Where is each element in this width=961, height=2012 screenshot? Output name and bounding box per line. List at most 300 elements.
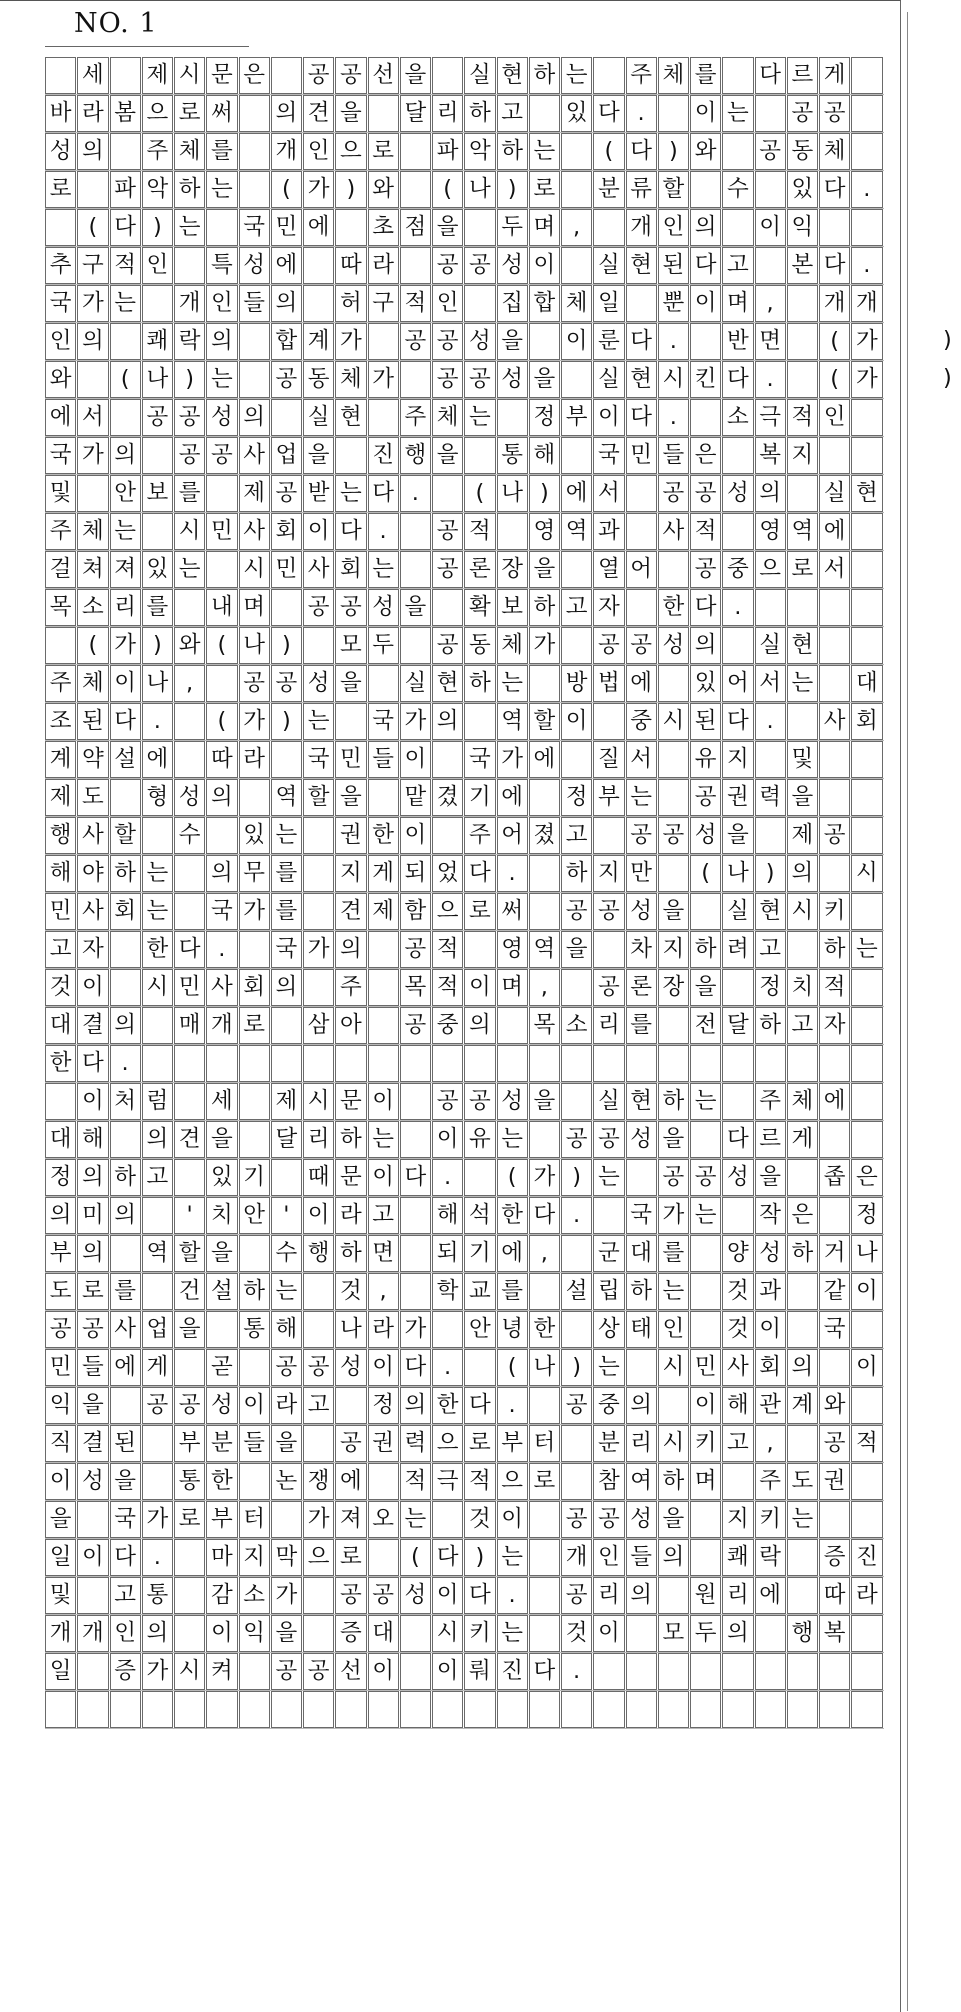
grid-cell: 현 — [851, 475, 882, 512]
grid-cell — [851, 57, 882, 94]
grid-row — [45, 969, 884, 1007]
grid-cell — [239, 1121, 270, 1158]
grid-cell: 한 — [529, 1311, 560, 1348]
grid-cell: 적 — [787, 399, 818, 436]
grid-cell: 익 — [787, 209, 818, 246]
grid-cell — [626, 1045, 657, 1082]
grid-cell — [561, 1045, 592, 1082]
grid-cell: . — [432, 1349, 463, 1386]
grid-cell: 민 — [45, 893, 76, 930]
grid-cell — [432, 741, 463, 778]
grid-cell: 지 — [335, 855, 366, 892]
grid-cell: 나 — [497, 475, 528, 512]
grid-cell: 대 — [45, 1007, 76, 1044]
grid-cell: 목 — [529, 1007, 560, 1044]
grid-cell — [755, 1045, 786, 1082]
grid-cell: 유 — [464, 1121, 495, 1158]
grid-cell — [77, 1691, 108, 1728]
grid-cell: 이 — [755, 1311, 786, 1348]
grid-cell — [303, 285, 334, 322]
grid-cell — [303, 817, 334, 854]
grid-cell: 할 — [529, 703, 560, 740]
grid-cell: 라 — [368, 247, 399, 284]
grid-cell: 리 — [626, 1425, 657, 1462]
grid-cell: 가 — [303, 1501, 334, 1538]
grid-cell: 인 — [110, 1615, 141, 1652]
grid-cell — [722, 133, 753, 170]
grid-cell: 는 — [400, 1501, 431, 1538]
grid-cell: 시 — [658, 1425, 689, 1462]
grid-cell — [851, 1615, 882, 1652]
grid-cell: 적 — [464, 513, 495, 550]
grid-cell: 따 — [206, 741, 237, 778]
grid-cell: 국 — [303, 741, 334, 778]
grid-cell: ( — [690, 855, 721, 892]
grid-cell — [561, 627, 592, 664]
grid-cell: 며 — [497, 969, 528, 1006]
grid-cell: 를 — [142, 589, 173, 626]
grid-cell — [626, 1691, 657, 1728]
grid-cell: 극 — [432, 1463, 463, 1500]
grid-cell: 권 — [335, 817, 366, 854]
grid-cell: 다 — [722, 1121, 753, 1158]
grid-cell — [561, 1463, 592, 1500]
grid-cell — [787, 1273, 818, 1310]
grid-cell: 시 — [432, 1615, 463, 1652]
grid-cell: 이 — [690, 1387, 721, 1424]
grid-cell: 주 — [45, 665, 76, 702]
grid-row — [45, 399, 884, 437]
grid-cell: 에 — [335, 1463, 366, 1500]
grid-cell: 터 — [239, 1501, 270, 1538]
grid-cell: 다 — [400, 1159, 431, 1196]
grid-cell — [464, 209, 495, 246]
grid-cell: 가 — [497, 741, 528, 778]
grid-cell: 성 — [77, 1463, 108, 1500]
grid-cell: 받 — [303, 475, 334, 512]
grid-cell — [851, 817, 882, 854]
grid-row — [45, 95, 884, 133]
grid-cell: 을 — [432, 209, 463, 246]
grid-cell: 가 — [400, 703, 431, 740]
grid-cell: . — [206, 931, 237, 968]
grid-cell — [851, 437, 882, 474]
grid-cell: 영 — [497, 931, 528, 968]
grid-cell: 작 — [755, 1197, 786, 1234]
grid-cell — [529, 1387, 560, 1424]
grid-cell: 는 — [497, 1615, 528, 1652]
grid-cell — [239, 1083, 270, 1120]
grid-cell: 을 — [110, 1463, 141, 1500]
grid-cell: 으 — [432, 1425, 463, 1462]
grid-cell: 현 — [626, 1083, 657, 1120]
grid-row — [45, 1349, 884, 1387]
grid-cell — [658, 1577, 689, 1614]
grid-cell — [400, 1691, 431, 1728]
grid-cell: 민 — [206, 513, 237, 550]
grid-cell: 르 — [755, 1121, 786, 1158]
grid-cell: 져 — [110, 551, 141, 588]
grid-cell: 주 — [464, 817, 495, 854]
grid-cell — [658, 665, 689, 702]
grid-cell: 따 — [819, 1577, 850, 1614]
grid-cell: . — [851, 171, 882, 208]
grid-cell: 제 — [239, 475, 270, 512]
grid-cell: 제 — [368, 893, 399, 930]
grid-cell: ( — [819, 361, 850, 398]
grid-cell — [239, 1235, 270, 1272]
grid-row — [45, 1083, 884, 1121]
grid-cell — [206, 1691, 237, 1728]
grid-cell: 대 — [368, 1615, 399, 1652]
grid-cell: 민 — [271, 209, 302, 246]
grid-cell — [658, 779, 689, 816]
grid-cell: . — [658, 399, 689, 436]
grid-cell: 현 — [432, 665, 463, 702]
grid-cell: 시 — [174, 57, 205, 94]
grid-cell: 부 — [497, 1425, 528, 1462]
grid-cell: 으 — [432, 893, 463, 930]
grid-cell: 보 — [497, 589, 528, 626]
grid-cell: 주 — [755, 1083, 786, 1120]
grid-cell: ) — [561, 1159, 592, 1196]
grid-cell: 공 — [626, 817, 657, 854]
grid-cell: 지 — [722, 1501, 753, 1538]
grid-cell: 공 — [593, 1501, 624, 1538]
grid-cell: 해 — [529, 437, 560, 474]
grid-cell: 제 — [142, 57, 173, 94]
grid-row — [45, 703, 884, 741]
grid-cell: 에 — [497, 1235, 528, 1272]
grid-cell: 전 — [690, 1007, 721, 1044]
grid-cell — [626, 1615, 657, 1652]
grid-cell: 시 — [174, 1653, 205, 1690]
grid-cell — [787, 1653, 818, 1690]
grid-cell — [206, 1311, 237, 1348]
grid-cell: 키 — [819, 893, 850, 930]
grid-cell: 공 — [432, 513, 463, 550]
grid-cell: 적 — [432, 931, 463, 968]
grid-cell: 공 — [561, 1501, 592, 1538]
grid-cell: 의 — [142, 1615, 173, 1652]
grid-cell: 다 — [690, 247, 721, 284]
grid-cell: 공 — [271, 361, 302, 398]
grid-cell — [851, 209, 882, 246]
grid-cell: 원 — [690, 1577, 721, 1614]
grid-cell — [77, 1501, 108, 1538]
grid-cell: 공 — [432, 1083, 463, 1120]
grid-cell: 가 — [851, 361, 882, 398]
grid-cell: 허 — [335, 285, 366, 322]
grid-cell: 장 — [658, 969, 689, 1006]
grid-cell: 해 — [432, 1197, 463, 1234]
grid-cell: 공 — [45, 1311, 76, 1348]
grid-cell — [110, 399, 141, 436]
grid-cell: 의 — [110, 1007, 141, 1044]
grid-cell: 하 — [174, 171, 205, 208]
grid-cell: 것 — [722, 1311, 753, 1348]
grid-cell: 키 — [464, 1615, 495, 1652]
grid-cell — [626, 1349, 657, 1386]
grid-cell — [593, 1045, 624, 1082]
grid-cell — [110, 931, 141, 968]
grid-cell: 져 — [335, 1501, 366, 1538]
grid-cell: 소 — [239, 1577, 270, 1614]
grid-cell: ) — [174, 361, 205, 398]
grid-cell: . — [851, 247, 882, 284]
grid-cell: 국 — [464, 741, 495, 778]
grid-cell: 을 — [303, 437, 334, 474]
grid-cell — [787, 1425, 818, 1462]
grid-cell: 는 — [110, 285, 141, 322]
grid-cell: 자 — [593, 589, 624, 626]
grid-cell — [819, 1653, 850, 1690]
grid-cell: 가 — [142, 1501, 173, 1538]
grid-cell: 있 — [690, 665, 721, 702]
grid-cell — [142, 817, 173, 854]
grid-cell — [497, 399, 528, 436]
grid-cell: 성 — [658, 627, 689, 664]
grid-cell — [174, 247, 205, 284]
grid-cell — [206, 209, 237, 246]
grid-cell: 는 — [690, 1197, 721, 1234]
grid-cell — [658, 855, 689, 892]
grid-cell: 실 — [400, 665, 431, 702]
grid-cell: 악 — [142, 171, 173, 208]
grid-cell: 로 — [77, 1273, 108, 1310]
grid-cell: 것 — [45, 969, 76, 1006]
grid-cell: 중 — [593, 1387, 624, 1424]
grid-cell: 성 — [464, 323, 495, 360]
grid-cell: , — [174, 665, 205, 702]
grid-cell: 성 — [755, 1235, 786, 1272]
grid-cell: 사 — [658, 513, 689, 550]
grid-cell — [722, 57, 753, 94]
grid-cell: 설 — [206, 1273, 237, 1310]
grid-row — [45, 1311, 884, 1349]
grid-cell: 이 — [206, 1615, 237, 1652]
grid-cell: 공 — [787, 95, 818, 132]
grid-cell: 실 — [303, 399, 334, 436]
grid-cell: 적 — [690, 513, 721, 550]
grid-cell — [239, 1653, 270, 1690]
grid-cell: 론 — [626, 969, 657, 1006]
grid-cell: 게 — [819, 57, 850, 94]
grid-cell: 다 — [626, 323, 657, 360]
grid-row — [45, 931, 884, 969]
grid-cell — [400, 1653, 431, 1690]
grid-cell — [787, 931, 818, 968]
grid-cell — [142, 1425, 173, 1462]
grid-cell — [561, 1425, 592, 1462]
grid-cell: 다 — [626, 133, 657, 170]
grid-cell — [142, 1691, 173, 1728]
grid-cell: 치 — [206, 1197, 237, 1234]
grid-cell: 유 — [690, 741, 721, 778]
grid-cell — [77, 171, 108, 208]
grid-cell: 합 — [271, 323, 302, 360]
grid-cell — [239, 95, 270, 132]
grid-cell: 자 — [77, 931, 108, 968]
grid-cell — [271, 1501, 302, 1538]
grid-cell: 공 — [77, 1311, 108, 1348]
grid-cell — [690, 1235, 721, 1272]
grid-cell: 교 — [464, 1273, 495, 1310]
grid-cell: 를 — [497, 1273, 528, 1310]
grid-cell: 안 — [239, 1197, 270, 1234]
grid-cell: 는 — [561, 57, 592, 94]
grid-cell: 주 — [45, 513, 76, 550]
grid-cell: 공 — [271, 1653, 302, 1690]
grid-cell — [432, 817, 463, 854]
grid-cell — [368, 1539, 399, 1576]
grid-cell: 태 — [626, 1311, 657, 1348]
grid-cell — [561, 133, 592, 170]
grid-cell: 를 — [110, 1273, 141, 1310]
grid-cell — [239, 1691, 270, 1728]
grid-cell: 파 — [110, 171, 141, 208]
grid-cell: 을 — [658, 893, 689, 930]
grid-cell: 인 — [45, 323, 76, 360]
grid-cell: 한 — [206, 1463, 237, 1500]
grid-cell — [787, 323, 818, 360]
grid-cell: 적 — [464, 1463, 495, 1500]
grid-cell — [368, 969, 399, 1006]
grid-cell — [497, 1045, 528, 1082]
grid-cell — [400, 361, 431, 398]
grid-cell — [497, 1007, 528, 1044]
grid-cell — [368, 779, 399, 816]
grid-cell: 하 — [755, 1007, 786, 1044]
grid-cell: 을 — [755, 1159, 786, 1196]
grid-cell: 통 — [174, 1463, 205, 1500]
grid-cell: 녕 — [497, 1311, 528, 1348]
grid-cell: 일 — [45, 1539, 76, 1576]
grid-cell: 체 — [77, 665, 108, 702]
grid-cell: 한 — [142, 931, 173, 968]
grid-cell — [658, 1045, 689, 1082]
grid-cell: 가 — [400, 1311, 431, 1348]
grid-cell — [851, 1387, 882, 1424]
grid-cell — [77, 475, 108, 512]
grid-cell: 두 — [497, 209, 528, 246]
grid-cell: ( — [206, 703, 237, 740]
grid-cell: 성 — [368, 589, 399, 626]
grid-cell: 은 — [690, 437, 721, 474]
grid-cell: 따 — [335, 247, 366, 284]
grid-cell: 을 — [690, 969, 721, 1006]
grid-cell: 의 — [206, 779, 237, 816]
grid-cell: 성 — [690, 817, 721, 854]
grid-cell: 라 — [851, 1577, 882, 1614]
grid-cell: 다 — [110, 209, 141, 246]
grid-cell — [529, 1577, 560, 1614]
grid-cell: 를 — [206, 133, 237, 170]
grid-cell: 쳐 — [77, 551, 108, 588]
grid-cell — [432, 1311, 463, 1348]
grid-cell: 들 — [626, 1539, 657, 1576]
grid-cell — [593, 209, 624, 246]
grid-cell: 려 — [722, 931, 753, 968]
grid-cell — [400, 627, 431, 664]
grid-cell: 석 — [464, 1197, 495, 1234]
grid-cell: 락 — [174, 323, 205, 360]
grid-cell: 으 — [755, 551, 786, 588]
grid-cell: 여 — [626, 1463, 657, 1500]
grid-cell: 고 — [722, 1425, 753, 1462]
grid-cell: 공 — [400, 931, 431, 968]
grid-cell — [561, 171, 592, 208]
grid-cell: 는 — [271, 1273, 302, 1310]
grid-cell — [690, 1311, 721, 1348]
grid-cell: 구 — [77, 247, 108, 284]
grid-cell — [400, 1197, 431, 1234]
grid-cell: 다 — [529, 1197, 560, 1234]
grid-cell: 분 — [593, 171, 624, 208]
grid-cell: 의 — [787, 855, 818, 892]
grid-cell — [400, 171, 431, 208]
grid-cell: 할 — [658, 171, 689, 208]
grid-cell: 의 — [271, 95, 302, 132]
grid-cell: 익 — [45, 1387, 76, 1424]
grid-row — [45, 209, 884, 247]
grid-cell: 성 — [206, 1387, 237, 1424]
grid-cell: 공 — [593, 893, 624, 930]
grid-cell: 개 — [45, 1615, 76, 1652]
grid-cell — [110, 57, 141, 94]
grid-cell: 권 — [722, 779, 753, 816]
grid-cell: 실 — [593, 247, 624, 284]
grid-cell: 고 — [787, 1007, 818, 1044]
grid-cell: 공 — [690, 1159, 721, 1196]
grid-cell: 과 — [755, 1273, 786, 1310]
grid-cell: 을 — [335, 779, 366, 816]
grid-cell — [787, 1045, 818, 1082]
grid-cell: 고 — [722, 247, 753, 284]
grid-cell: 본 — [787, 247, 818, 284]
grid-cell: 공 — [690, 779, 721, 816]
grid-cell: 회 — [755, 1349, 786, 1386]
grid-cell: 할 — [110, 817, 141, 854]
grid-cell — [303, 1045, 334, 1082]
grid-cell — [819, 209, 850, 246]
grid-cell: 로 — [787, 551, 818, 588]
grid-cell: 공 — [239, 665, 270, 702]
grid-cell — [755, 741, 786, 778]
grid-cell — [464, 931, 495, 968]
grid-cell — [45, 1691, 76, 1728]
grid-cell: 대 — [851, 665, 882, 702]
grid-cell: ( — [464, 475, 495, 512]
grid-cell: 개 — [819, 285, 850, 322]
grid-cell: 현 — [787, 627, 818, 664]
grid-cell — [174, 1083, 205, 1120]
grid-cell — [335, 437, 366, 474]
grid-cell: 는 — [593, 1349, 624, 1386]
grid-cell — [110, 1235, 141, 1272]
grid-cell: 공 — [400, 1007, 431, 1044]
grid-cell: ) — [271, 703, 302, 740]
grid-cell — [432, 475, 463, 512]
grid-cell: , — [529, 969, 560, 1006]
grid-cell: 성 — [497, 247, 528, 284]
grid-cell: 하 — [787, 1235, 818, 1272]
grid-cell: 의 — [658, 1539, 689, 1576]
grid-cell: 력 — [400, 1425, 431, 1462]
grid-cell: 으 — [497, 1463, 528, 1500]
grid-cell: 형 — [142, 779, 173, 816]
grid-cell: 악 — [464, 133, 495, 170]
